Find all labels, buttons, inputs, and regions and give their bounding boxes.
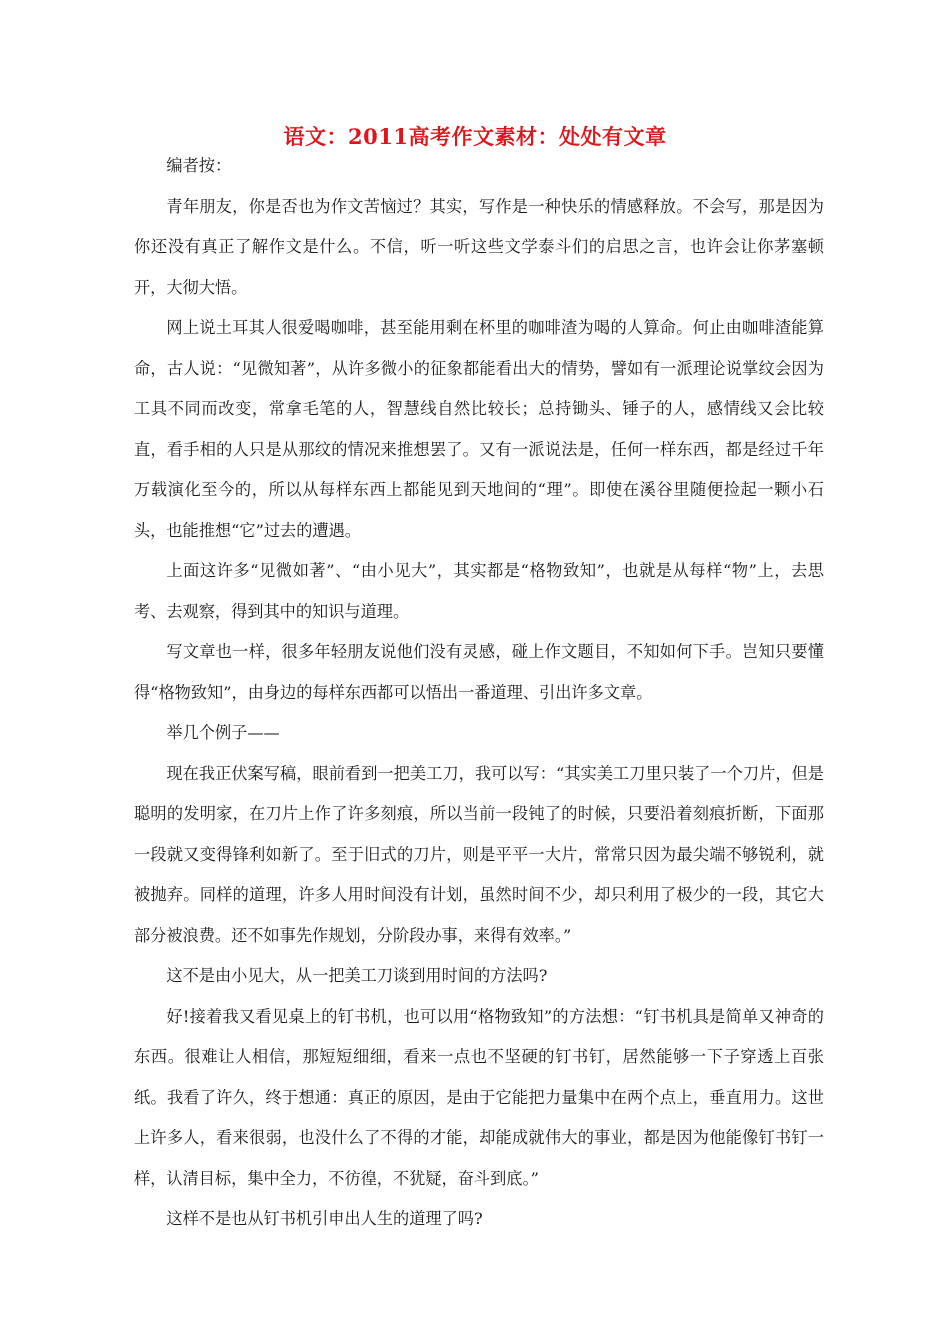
paragraph: 这不是由小见大，从一把美工刀谈到用时间的方法吗? bbox=[166, 966, 548, 985]
paragraph: 网上说土耳其人很爱喝咖啡，甚至能用剩在杯里的咖啡渣为喝的人算命。何止由咖啡渣能算命，古人说：“见微知著”，从许多微小的征象都能看出大的情势，譬如有一派理论说掌纹会因为工具不同而改变，常拿毛笔的人，智慧线自然比较长；总持锄头、锤子的人，感情线又会比较直，看手相的人只是从那纹的情况来推想罢了。又有一派说法是，任何一样东西，都是经过千年万载演化至今的，所以从每样东西上都能见到天地间的“理”。即使在溪谷里随便捡起一颗小石头，也能推想“它”过去的遭遇。 bbox=[134, 318, 824, 540]
paragraph: 上面这许多“见微如著”、“由小见大”，其实都是“格物致知”，也就是从每样“物”上，去思考、去观察，得到其中的知识与道理。 bbox=[134, 561, 824, 621]
paragraph: 现在我正伏案写稿，眼前看到一把美工刀，我可以写：“其实美工刀里只装了一个刀片，但是聪明的发明家，在刀片上作了许多刻痕，所以当前一段钝了的时候，只要沿着刻痕折断，下面那一段就又变得锋利如新了。至于旧式的刀片，则是平平一大片，常常只因为最尖端不够锐利，就被抛弃。同样的道理，许多人用时间没有计划，虽然时间不少，却只利用了极少的一段，其它大部分被浪费。还不如事先作规划，分阶段办事，来得有效率。” bbox=[134, 763, 824, 945]
editor-note-label: 编者按： bbox=[166, 156, 232, 175]
paragraph: 好!接着我又看见桌上的钉书机，也可以用“格物致知”的方法想：“钉书机具是简单又神奇的东西。很难让人相信，那短短细细，看来一点也不坚硬的钉书钉，居然能够一下子穿透上百张纸。我看了许久，终于想通：真正的原因，是由于它能把力量集中在两个点上，垂直用力。这世上许多人，看来很弱，也没什么了不得的才能，却能成就伟大的事业，都是因为他能像钉书钉一样，认清目标，集中全力，不彷徨，不犹疑，奋斗到底。” bbox=[134, 1006, 824, 1188]
paragraph: 写文章也一样，很多年轻朋友说他们没有灵感，碰上作文题目，不知如何下手。岂知只要懂得“格物致知”，由身边的每样东西都可以悟出一番道理、引出许多文章。 bbox=[134, 642, 824, 702]
document-body bbox=[134, 146, 824, 1240]
paragraph: 这样不是也从钉书机引申出人生的道理了吗? bbox=[166, 1209, 483, 1228]
document-title: 语文：2011高考作文素材：处处有文章 bbox=[283, 124, 667, 149]
paragraph: 举几个例子—— bbox=[166, 723, 280, 742]
paragraph: 青年朋友，你是否也为作文苦恼过？其实，写作是一种快乐的情感释放。不会写，那是因为你还没有真正了解作文是什么。不信，听一听这些文学泰斗们的启思之言，也许会让你茅塞顿开，大彻大悟。 bbox=[134, 196, 824, 297]
